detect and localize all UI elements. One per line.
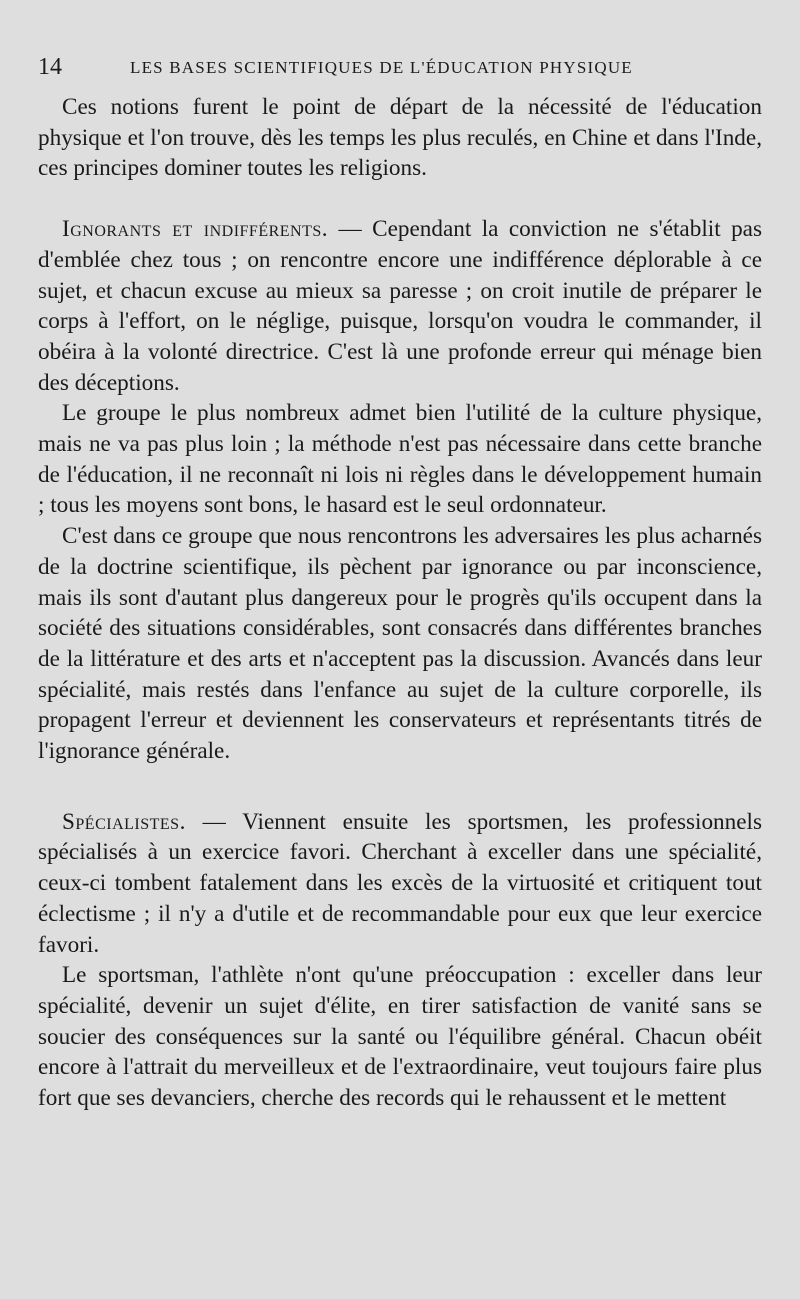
body-text — [38, 92, 762, 1114]
section-heading: Spécialistes. — [62, 808, 186, 835]
paragraph: C'est dans ce groupe que nous rencontrons les adversaires les plus acharnés de la doctrine scientifique, ils pèchent par ignorance ou par inconscience, mais ils sont d'autant plus dangereux pour le progrès qu'ils occupent dans la société des situations considérables, sont consacrés dans différentes branches de la littérature et des arts et n'acceptent pas la discussion. Avancés dans leur spécialité, mais restés dans l'enfance au sujet de la culture corporelle, ils propagent l'erreur et deviennent les conservateurs et représentants titrés de l'ignorance générale. — [38, 523, 762, 765]
paragraph-text: — Viennent ensuite les sportsmen, les professionnels spécialisés à un exercice favori. Cherchant à exceller dans une spécialité, ceux-ci tombent fatalement dans les excès de la virtuosité et critiquent tout éclectisme ; il n'y a d'utile et de recommandable pour eux que leur exercice favori. — [38, 808, 762, 958]
section-heading: Ignorants et indifférents. — [62, 216, 329, 243]
paragraph: Ces notions furent le point de départ de la nécessité de l'éducation physique et l'on trouve, dès les temps les plus reculés, en Chine et dans l'Inde, ces principes dominer toutes les religions. — [38, 94, 762, 182]
paragraph: Le sportsman, l'athlète n'ont qu'une préoccupation : exceller dans leur spécialité, devenir un sujet d'élite, en tirer satisfaction de vanité sans se soucier des conséquences sur la santé ou l'équilibre général. Chacun obéit encore à l'attrait du merveilleux et de l'extraordinaire, veut toujours faire plus fort que ses devanciers, cherche des records qui le rehaussent et le mettent — [38, 962, 762, 1112]
paragraph: Le groupe le plus nombreux admet bien l'utilité de la culture physique, mais ne va pas plus loin ; la méthode n'est pas nécessaire dans cette branche de l'éducation, il ne reconnaît ni lois ni règles dans le développement humain ; tous les moyens sont bons, le hasard est le seul ordonnateur. — [38, 400, 762, 519]
paragraph — [38, 214, 762, 398]
paragraph — [38, 807, 762, 961]
running-title: LES BASES SCIENTIFIQUES DE L'ÉDUCATION PHYSIQUE — [130, 58, 633, 77]
page-number: 14 — [38, 54, 62, 80]
page-header — [32, 52, 764, 82]
paragraph-text: — Cependant la conviction ne s'établit pas d'emblée chez tous ; on rencontre encore une indifférence déplorable à ce sujet, et chacun excuse au mieux sa paresse ; on croit inutile de préparer le corps à l'effort, on le néglige, puisque, lorsqu'on voudra le commander, il obéira à la volonté directrice. C'est là une profonde erreur qui ménage bien des déceptions. — [38, 216, 762, 396]
